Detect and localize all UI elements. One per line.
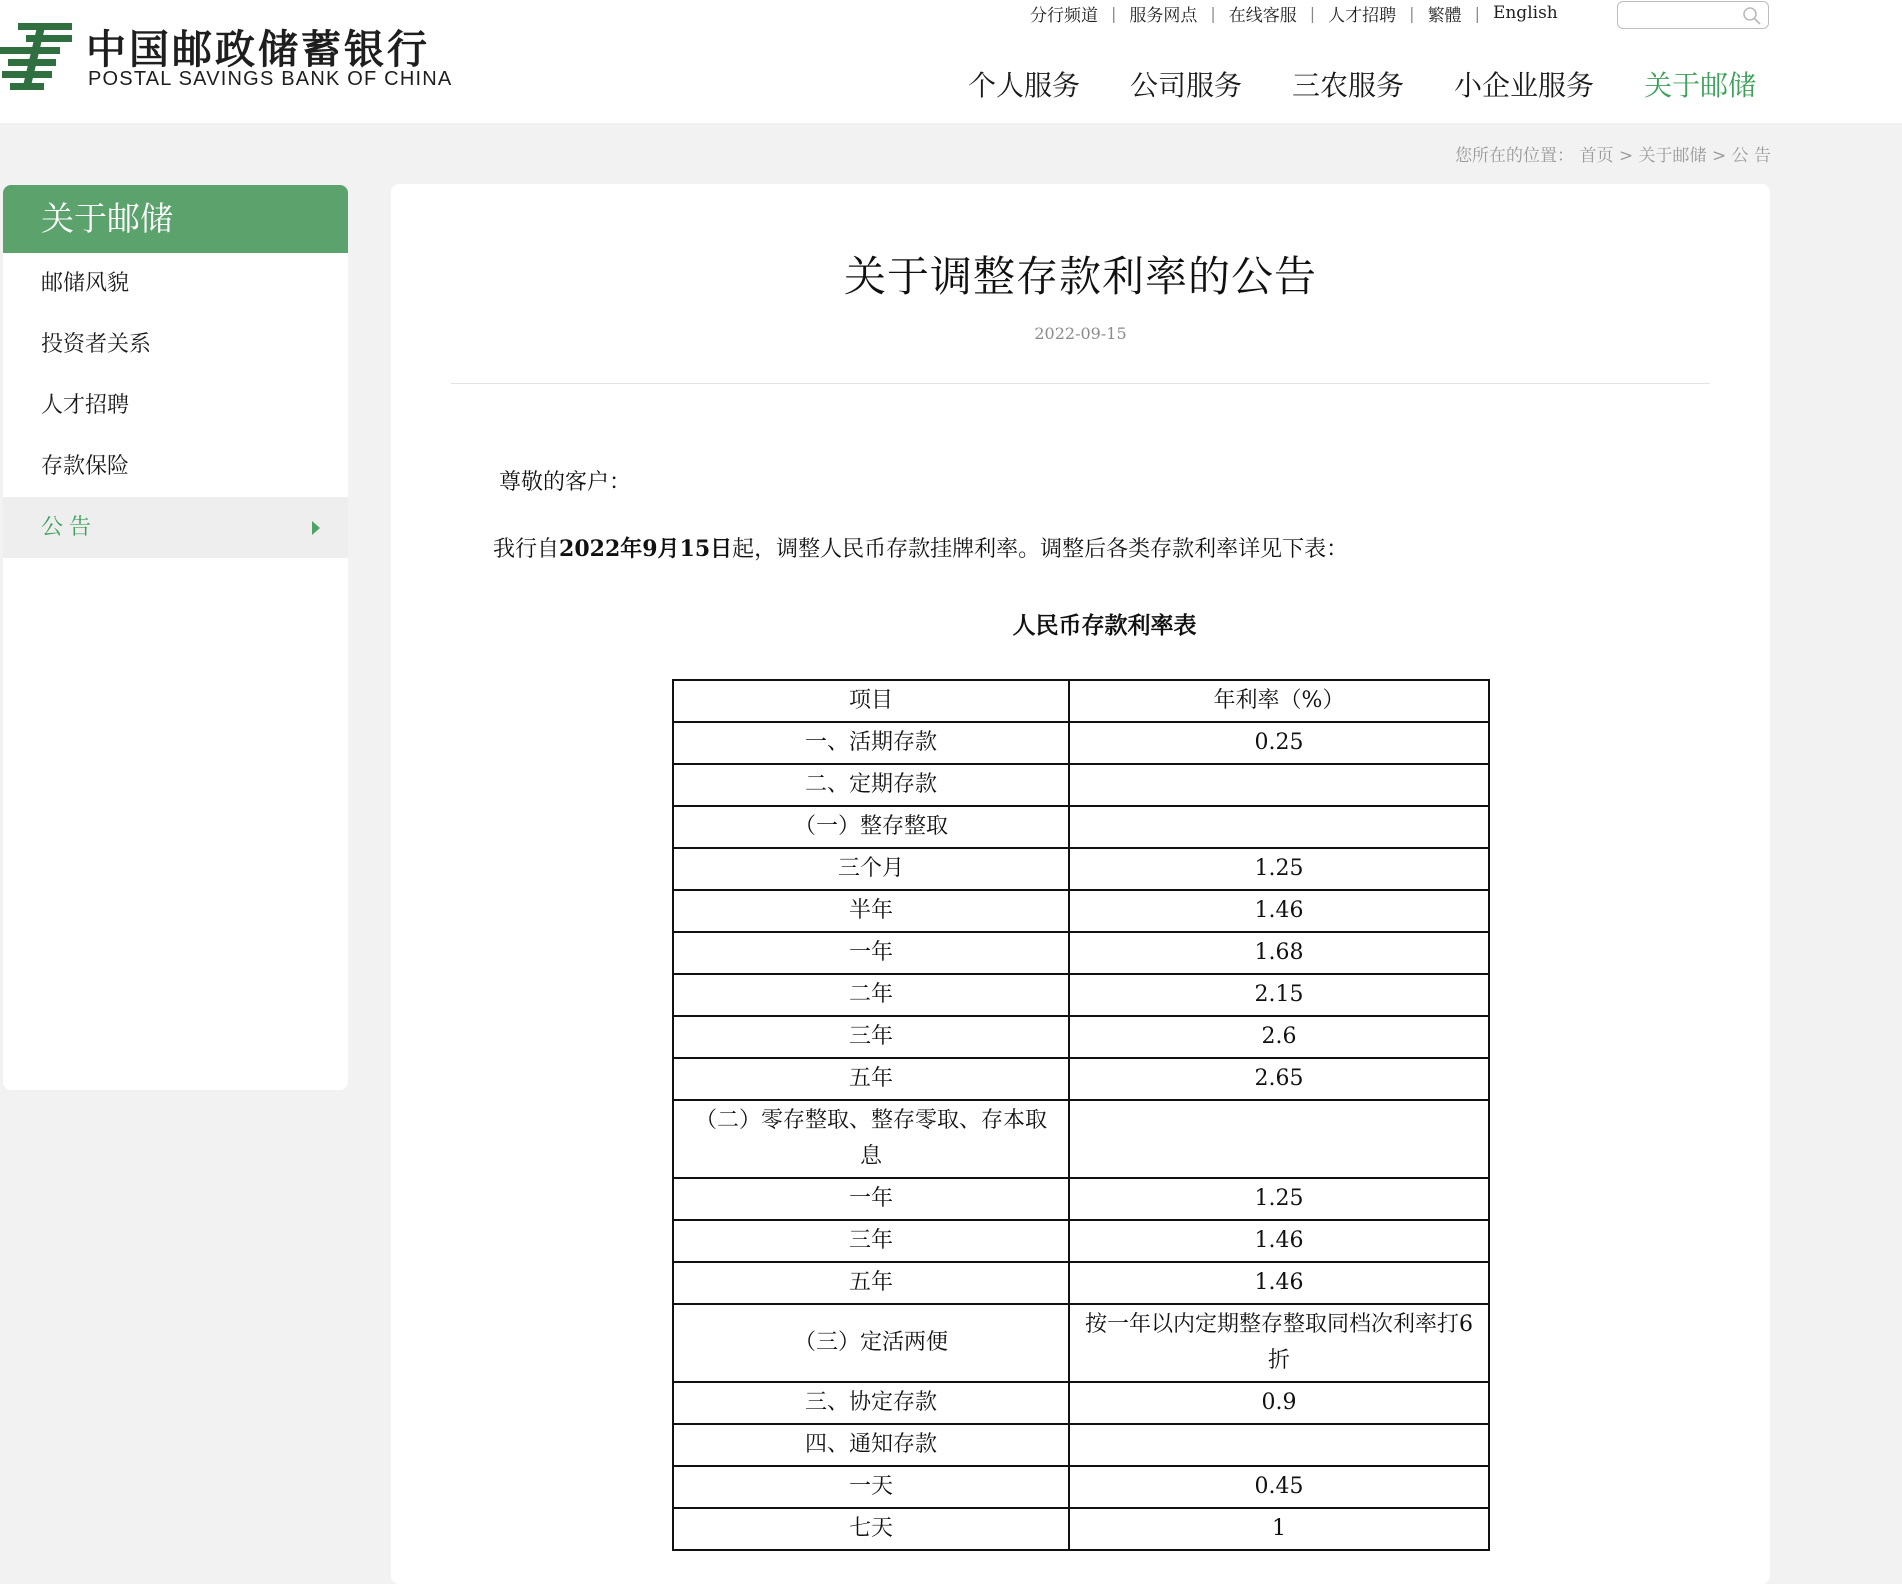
intro-start: 我行自 — [493, 537, 560, 562]
table-row — [673, 848, 1489, 890]
row-annual-rate: 1.46 — [1069, 890, 1489, 932]
sidebar-item-label: 存款保险 — [41, 454, 130, 479]
table-row — [673, 1016, 1489, 1058]
row-annual-rate: 0.45 — [1069, 1466, 1489, 1508]
site-header — [0, 0, 1902, 123]
nav-about-psbc[interactable]: 关于邮储 — [1644, 69, 1757, 102]
table-row — [673, 1220, 1489, 1262]
divider — [451, 383, 1710, 384]
table-row — [673, 890, 1489, 932]
header-item: 项目 — [673, 680, 1069, 722]
separator: | — [1474, 3, 1480, 23]
top-utility-links — [1030, 0, 1558, 26]
bank-name-english: POSTAL SAVINGS BANK OF CHINA — [88, 68, 453, 90]
row-item-label: 一、活期存款 — [673, 722, 1069, 764]
row-item-label: 一天 — [673, 1466, 1069, 1508]
intro-effective-date: 2022年9月15日 — [559, 536, 733, 562]
table-row — [673, 1508, 1489, 1550]
sidebar — [3, 185, 348, 1090]
row-item-label: 半年 — [673, 890, 1069, 932]
postal-emblem-icon — [0, 20, 74, 92]
sidebar-item-deposit-insurance[interactable] — [3, 436, 348, 497]
separator: | — [1111, 3, 1117, 23]
row-annual-rate: 2.15 — [1069, 974, 1489, 1016]
table-row — [673, 1424, 1489, 1466]
link-traditional-chinese[interactable]: 繁體 — [1427, 5, 1462, 26]
table-row — [673, 722, 1489, 764]
row-item-label: （一）整存整取 — [673, 806, 1069, 848]
nav-small-business-services[interactable]: 小企业服务 — [1454, 69, 1595, 102]
row-annual-rate: 1 — [1069, 1508, 1489, 1550]
nav-rural-services[interactable]: 三农服务 — [1292, 69, 1405, 102]
table-row — [673, 1466, 1489, 1508]
table-row — [673, 1262, 1489, 1304]
sidebar-title: 关于邮储 — [3, 185, 348, 253]
article-panel — [391, 184, 1770, 1584]
main-navigation — [940, 64, 1778, 104]
row-annual-rate: 0.25 — [1069, 722, 1489, 764]
deposit-rate-table — [672, 679, 1490, 1551]
header-annual-rate: 年利率（%） — [1069, 680, 1489, 722]
table-row — [673, 1058, 1489, 1100]
link-english[interactable]: English — [1492, 3, 1558, 23]
separator: | — [1409, 3, 1415, 23]
link-recruitment[interactable]: 人才招聘 — [1328, 5, 1397, 26]
row-item-label: 一年 — [673, 932, 1069, 974]
table-row — [673, 1382, 1489, 1424]
row-item-label: 三个月 — [673, 848, 1069, 890]
breadcrumb — [1455, 141, 1771, 166]
breadcrumb-current: 公 告 — [1731, 146, 1771, 166]
row-item-label: 一年 — [673, 1178, 1069, 1220]
row-annual-rate: 按一年以内定期整存整取同档次利率打6折 — [1069, 1304, 1489, 1382]
row-item-label: 四、通知存款 — [673, 1424, 1069, 1466]
breadcrumb-separator: > — [1711, 146, 1727, 166]
row-annual-rate: 1.68 — [1069, 932, 1489, 974]
table-row — [673, 1178, 1489, 1220]
row-item-label: 三年 — [673, 1016, 1069, 1058]
table-row — [673, 974, 1489, 1016]
nav-corporate-services[interactable]: 公司服务 — [1130, 69, 1243, 102]
row-item-label: 二年 — [673, 974, 1069, 1016]
search-input[interactable] — [1626, 3, 1740, 29]
bank-name-chinese: 中国邮政储蓄银行 — [86, 27, 430, 73]
breadcrumb-home[interactable]: 首页 — [1579, 146, 1614, 166]
table-header-row — [673, 680, 1489, 722]
table-row — [673, 1100, 1489, 1178]
separator: | — [1309, 3, 1316, 23]
row-annual-rate — [1069, 1100, 1489, 1178]
breadcrumb-section[interactable]: 关于邮储 — [1638, 146, 1707, 166]
nav-personal-services[interactable]: 个人服务 — [968, 69, 1081, 102]
table-row — [673, 764, 1489, 806]
row-annual-rate: 2.65 — [1069, 1058, 1489, 1100]
table-row — [673, 1304, 1489, 1382]
bank-logo[interactable] — [0, 18, 453, 94]
sidebar-item-label: 公告 — [41, 515, 98, 540]
row-annual-rate — [1069, 764, 1489, 806]
row-item-label: （二）零存整取、整存零取、存本取息 — [673, 1100, 1069, 1178]
row-item-label: 五年 — [673, 1058, 1069, 1100]
row-item-label: 二、定期存款 — [673, 764, 1069, 806]
row-annual-rate: 1.25 — [1069, 848, 1489, 890]
table-row — [673, 806, 1489, 848]
row-annual-rate — [1069, 1424, 1489, 1466]
row-item-label: 三、协定存款 — [673, 1382, 1069, 1424]
breadcrumb-separator: > — [1618, 146, 1634, 166]
separator: | — [1210, 3, 1216, 23]
row-item-label: 三年 — [673, 1220, 1069, 1262]
greeting: 尊敬的客户： — [499, 470, 632, 495]
intro-paragraph — [493, 532, 1348, 563]
intro-end: 起，调整人民币存款挂牌利率。调整后各类存款利率详见下表： — [732, 537, 1349, 562]
row-item-label: 七天 — [673, 1508, 1069, 1550]
row-annual-rate: 1.46 — [1069, 1262, 1489, 1304]
sidebar-item-investor-relations[interactable] — [3, 314, 348, 375]
sidebar-item-announcements[interactable] — [3, 497, 348, 558]
row-annual-rate: 1.46 — [1069, 1220, 1489, 1262]
sidebar-item-label: 人才招聘 — [41, 393, 130, 418]
sidebar-item-recruitment[interactable] — [3, 375, 348, 436]
search-icon[interactable] — [1742, 6, 1762, 26]
row-annual-rate: 0.9 — [1069, 1382, 1489, 1424]
row-item-label: 五年 — [673, 1262, 1069, 1304]
row-item-label: （三）定活两便 — [673, 1304, 1069, 1382]
article-title: 关于调整存款利率的公告 — [843, 252, 1317, 301]
link-service-outlets[interactable]: 服务网点 — [1129, 5, 1198, 26]
table-caption: 人民币存款利率表 — [1012, 612, 1197, 639]
sidebar-item-psbc-overview[interactable] — [3, 253, 348, 314]
row-annual-rate: 1.25 — [1069, 1178, 1489, 1220]
row-annual-rate — [1069, 806, 1489, 848]
table-row — [673, 932, 1489, 974]
search-box — [1617, 1, 1769, 29]
article-date: 2022-09-15 — [1034, 324, 1127, 343]
sidebar-item-label: 邮储风貌 — [41, 271, 130, 296]
sidebar-item-label: 投资者关系 — [41, 332, 152, 357]
row-annual-rate: 2.6 — [1069, 1016, 1489, 1058]
link-branch-channel[interactable]: 分行频道 — [1030, 5, 1098, 26]
caret-right-icon — [312, 521, 320, 535]
breadcrumb-prefix: 您所在的位置： — [1455, 146, 1575, 166]
link-online-service[interactable]: 在线客服 — [1228, 5, 1297, 26]
